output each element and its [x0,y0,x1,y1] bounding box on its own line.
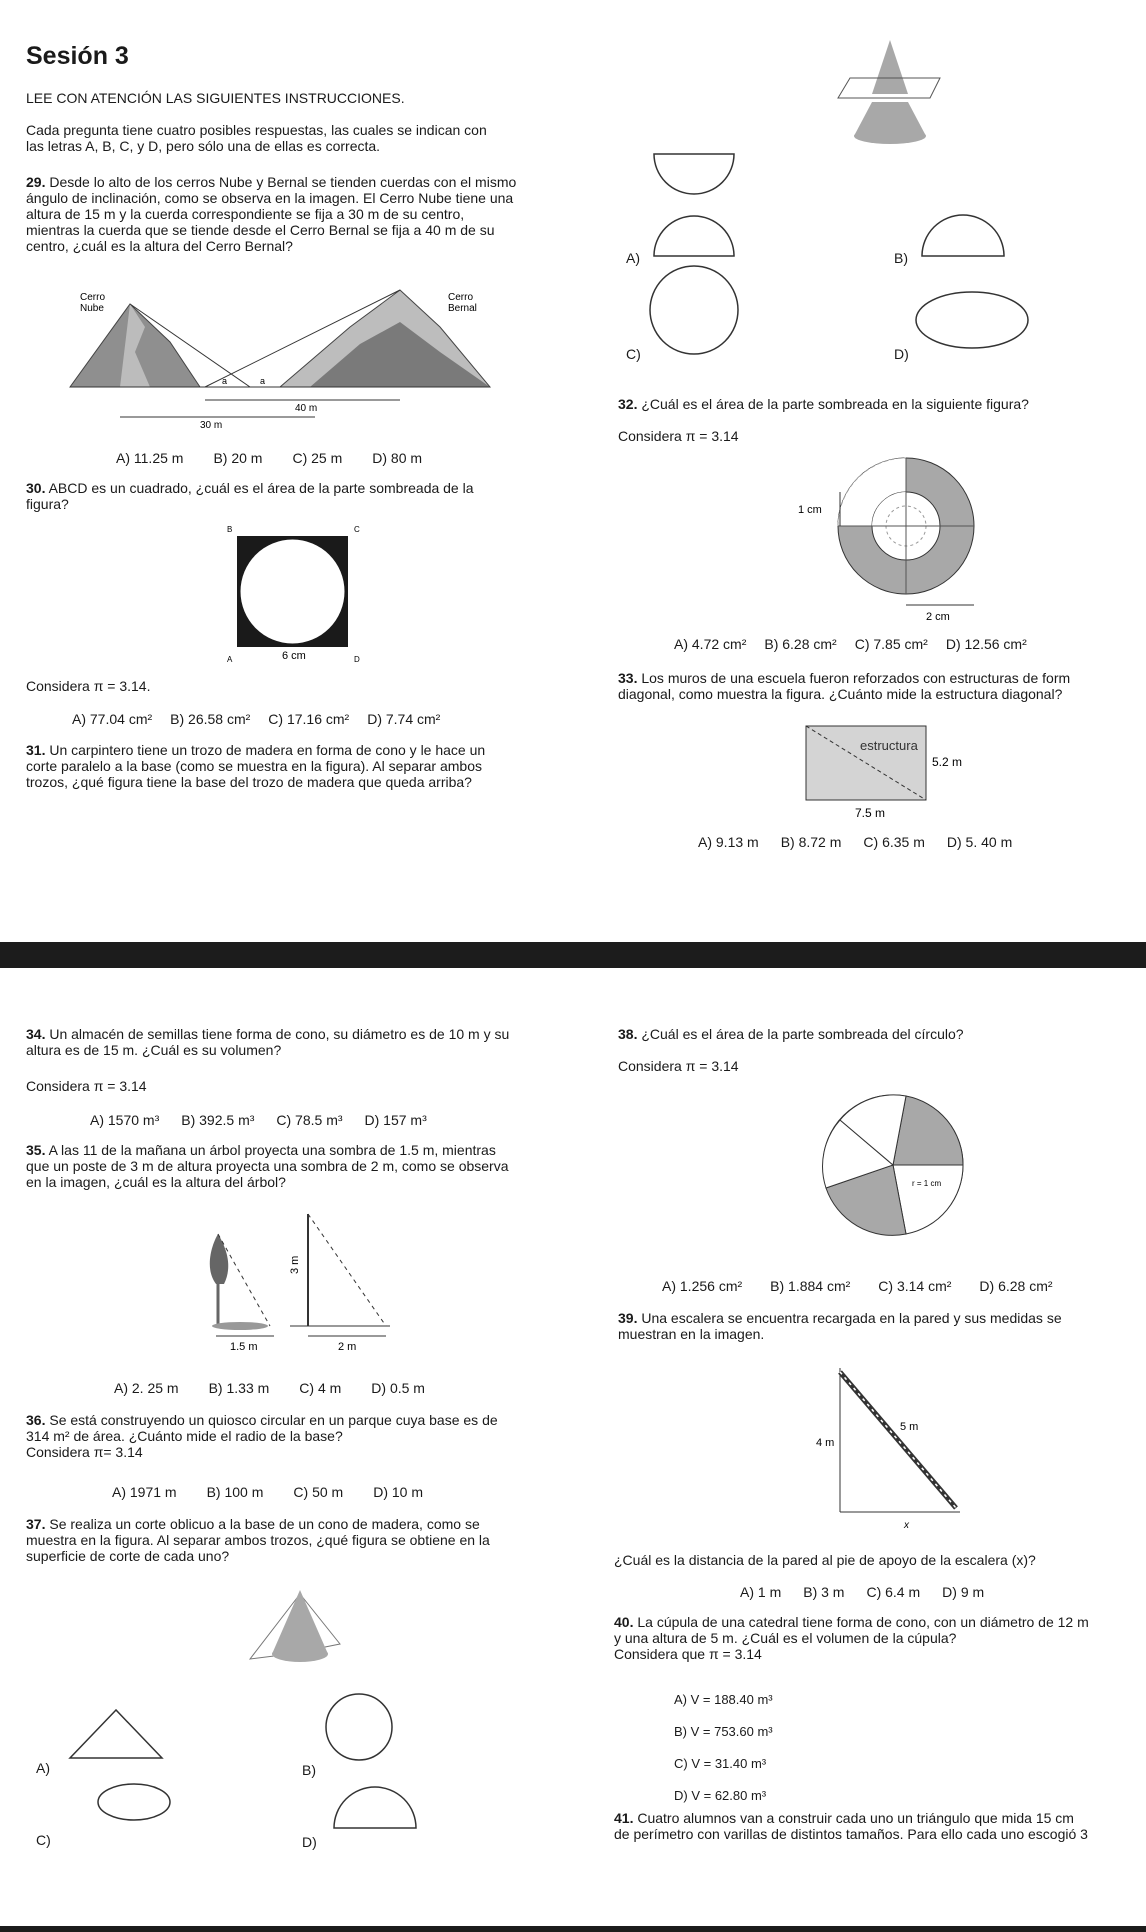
option-c-label: C) [626,346,641,362]
question-text: La cúpula de una catedral tiene forma de cono, con un diámetro de 12 m [637,1614,1089,1630]
option-b: B) 392.5 m³ [181,1112,255,1128]
option-d: D) 9 m [942,1584,985,1600]
option-b: B) 100 m [206,1484,264,1500]
consider-pi: Considera π= 3.14 [26,1444,143,1460]
shadow-pole: 2 m [338,1341,357,1353]
option-b: B) 1.33 m [208,1380,270,1396]
option-a: A) 1570 m³ [90,1112,160,1128]
pole-height: 3 m [289,1255,301,1274]
question-text: y una altura de 5 m. ¿Cuál es el volumen de la cúpula? [614,1630,957,1646]
option-a: A) 2. 25 m [114,1380,179,1396]
option-b: B) 1.884 cm² [770,1278,851,1294]
question-number: 39. [618,1310,638,1326]
annulus-figure [790,450,980,625]
option-c: C) 7.85 cm² [854,636,928,652]
question-text: mientras la cuerda que se tiende desde el Cerro Bernal se fija a 40 m de su [26,222,495,238]
option-a-label: A) [626,250,640,266]
option-b: B) 6.28 cm² [764,636,837,652]
option-a: A) V = 188.40 m³ [674,1692,773,1707]
question-text: ABCD es un cuadrado, ¿cuál es el área de la parte sombreada de la [48,480,474,496]
option-d: D) 0.5 m [371,1380,425,1396]
mountains-figure [60,282,500,432]
option-a: A) 9.13 m [698,834,759,850]
question-40 [614,1614,1146,1662]
instructions-line: las letras A, B, C, y D, pero sólo una de ellas es correcta. [26,138,381,154]
question-text: figura? [26,496,69,512]
instructions-line: Cada pregunta tiene cuatro posibles respuestas, las cuales se indican con [26,122,487,138]
question-41 [614,1810,1146,1842]
vertex-c: C [354,525,360,534]
width-label: 7.5 m [855,806,886,820]
q35-options [114,1380,455,1398]
option-c-label: C) [36,1832,51,1848]
pie-circle-figure [818,1090,968,1240]
side-length: 6 cm [282,650,306,662]
label-bernal-1: Cerro [448,292,474,303]
consider-pi: Considera π = 3.14 [618,428,739,444]
oblique-cone-figure [240,1584,380,1674]
question-text: altura de 15 m y la cuerda correspondiente se fija a 30 m de su centro, [26,206,465,222]
question-38 [618,1026,964,1042]
angle-label: a [222,376,228,386]
option-c: C) 6.35 m [863,834,925,850]
question-number: 31. [26,742,46,758]
option-d: D) 6.28 cm² [979,1278,1053,1294]
question-39-prompt: ¿Cuál es la distancia de la pared al pie de apoyo de la escalera (x)? [614,1552,1036,1568]
question-35 [26,1142,586,1190]
question-text: diagonal, como muestra la figura. ¿Cuánto mide la estructura diagonal? [618,686,1063,702]
option-d-figure [912,288,1032,352]
page-divider [0,942,1146,968]
question-text: 314 m² de área. ¿Cuánto mide el radio de la base? [26,1428,343,1444]
cone-cut-figure [830,36,950,146]
option-d-label: D) [302,1834,317,1850]
question-number: 30. [26,480,46,496]
question-36 [26,1412,586,1460]
question-text: superficie de corte de cada uno? [26,1548,230,1564]
question-number: 33. [618,670,638,686]
question-number: 41. [614,1810,634,1826]
question-text: altura es de 15 m. ¿Cuál es su volumen? [26,1042,282,1058]
question-text: Una escalera se encuentra recargada en la pared y sus medidas se [641,1310,1062,1326]
option-b: B) 8.72 m [780,834,842,850]
vertex-a: A [227,655,233,664]
option-b-label: B) [302,1762,316,1778]
question-number: 34. [26,1026,46,1042]
option-b-figure [918,210,1008,260]
option-d: D) 10 m [373,1484,423,1500]
question-text: de perímetro con varillas de distintos tamaños. Para ello cada uno escogió 3 [614,1826,1088,1842]
vertex-b: B [227,525,233,534]
ladder-figure [810,1364,970,1534]
option-c-figure [94,1780,174,1824]
radius-1cm: 1 cm [798,504,822,516]
question-text: Cuatro alumnos van a construir cada uno un triángulo que mida 15 cm [637,1810,1074,1826]
question-30 [26,480,566,512]
angle-label: a [260,376,266,386]
question-text: centro, ¿cuál es la altura del Cerro Bernal? [26,238,293,254]
label-nube-2: Nube [80,303,104,314]
wall-figure [800,722,980,822]
question-text: corte paralelo a la base (como se muestra en la figura). Al separar ambos [26,758,483,774]
radius-2cm: 2 cm [926,611,950,623]
question-text: Los muros de una escuela fueron reforzados con estructuras de form [641,670,1071,686]
option-d: D) 12.56 cm² [945,636,1027,652]
option-a: A) 77.04 cm² [72,711,153,727]
option-a: A) 11.25 m [116,450,184,466]
consider-pi: Considera que π = 3.14 [614,1646,762,1662]
shadow-tree: 1.5 m [230,1341,258,1353]
question-text: trozos, ¿qué figura tiene la base del trozo de madera que queda arriba? [26,774,472,790]
option-c: C) V = 31.40 m³ [674,1756,767,1771]
question-29 [26,174,566,254]
option-d: D) V = 62.80 m³ [674,1788,767,1803]
q40-options [674,1684,773,1812]
question-number: 36. [26,1412,46,1428]
square-circle-figure [220,524,370,664]
instructions-heading: LEE CON ATENCIÓN LAS SIGUIENTES INSTRUCCIONES. [26,90,405,106]
option-a: A) 1971 m [112,1484,177,1500]
question-number: 29. [26,174,46,190]
vertex-d: D [354,655,360,664]
option-c: C) 17.16 cm² [268,711,350,727]
option-b: B) V = 753.60 m³ [674,1724,773,1739]
option-a: A) 4.72 cm² [674,636,747,652]
question-37 [26,1516,586,1564]
question-text: ¿Cuál es el área de la parte sombreada en la siguiente figura? [641,396,1029,412]
question-31 [26,742,566,790]
question-text: que un poste de 3 m de altura proyecta una sombra de 2 m, como se observa [26,1158,509,1174]
question-number: 38. [618,1026,638,1042]
q36-options [112,1484,453,1502]
option-c-figure [648,264,740,356]
question-text: Desde lo alto de los cerros Nube y Bernal se tienden cuerdas con el mismo [49,174,517,190]
q33-options [698,834,1042,852]
option-b-label: B) [894,250,908,266]
tree-pole-figure [190,1204,410,1364]
question-33 [618,670,1146,702]
option-c: C) 50 m [293,1484,344,1500]
option-c: C) 3.14 cm² [878,1278,952,1294]
q39-options [740,1584,1014,1602]
question-text: A las 11 de la mañana un árbol proyecta una sombra de 1.5 m, mientras [48,1142,496,1158]
option-a-figure [66,1706,170,1762]
question-number: 40. [614,1614,634,1630]
option-a: A) 1.256 cm² [662,1278,743,1294]
bottom-edge [0,1926,1146,1932]
option-c: C) 6.4 m [866,1584,921,1600]
question-number: 32. [618,396,638,412]
option-d-label: D) [894,346,909,362]
question-text: ángulo de inclinación, como se observa en la imagen. El Cerro Nube tiene una [26,190,514,206]
structure-label: estructura [860,738,918,753]
q38-options [662,1278,1083,1294]
question-text: Se está construyendo un quiosco circular en un parque cuya base es de [49,1412,498,1428]
question-text: en la imagen, ¿cuál es la altura del árbol? [26,1174,286,1190]
height-label: 5.2 m [932,755,963,769]
option-a-figure [650,150,740,258]
question-number: 37. [26,1516,46,1532]
tree-shape [210,1234,228,1284]
question-text: Un carpintero tiene un trozo de madera en forma de cono y le hace un [49,742,486,758]
option-b-figure [322,1690,396,1764]
option-b: B) 3 m [803,1584,845,1600]
option-c: C) 78.5 m³ [276,1112,343,1128]
label-nube-1: Cerro [80,292,106,303]
radius-label: r = 1 cm [912,1179,942,1188]
question-text: ¿Cuál es el área de la parte sombreada del círculo? [641,1026,964,1042]
option-d: D) 5. 40 m [946,834,1013,850]
dimension-40m: 40 m [295,403,318,414]
option-d: D) 157 m³ [364,1112,427,1128]
question-number: 35. [26,1142,46,1158]
ladder-length: 5 m [900,1421,919,1433]
page-title: Sesión 3 [26,42,129,70]
label-bernal-2: Bernal [448,303,477,314]
option-b: B) 20 m [213,450,263,466]
inner-circle [241,540,345,644]
dimension-30m: 30 m [200,420,223,431]
q29-options [116,450,452,468]
distance-x: x [904,1520,909,1531]
option-a: A) 1 m [740,1584,782,1600]
question-text: Se realiza un corte oblicuo a la base de un cono de madera, como se [49,1516,480,1532]
consider-pi: Considera π = 3.14 [618,1058,739,1074]
question-39 [618,1310,1146,1342]
q34-options [90,1112,457,1128]
wall-height: 4 m [816,1437,835,1449]
q32-options [674,636,1057,652]
question-text: muestra en la figura. Al separar ambos trozos, ¿qué figura se obtiene en la [26,1532,490,1548]
option-a-label: A) [36,1760,50,1776]
option-c: C) 25 m [292,450,343,466]
option-c: C) 4 m [299,1380,342,1396]
option-d-figure [330,1782,420,1832]
option-d: D) 7.74 cm² [367,711,441,727]
option-d: D) 80 m [372,450,423,466]
question-32 [618,396,1029,412]
question-text: Un almacén de semillas tiene forma de cono, su diámetro es de 10 m y su [49,1026,510,1042]
option-b: B) 26.58 cm² [170,711,251,727]
question-text: muestran en la imagen. [618,1326,765,1342]
consider-pi: Considera π = 3.14 [26,1078,147,1094]
consider-pi: Considera π = 3.14. [26,678,151,694]
q30-options [72,711,470,727]
question-34 [26,1026,586,1058]
